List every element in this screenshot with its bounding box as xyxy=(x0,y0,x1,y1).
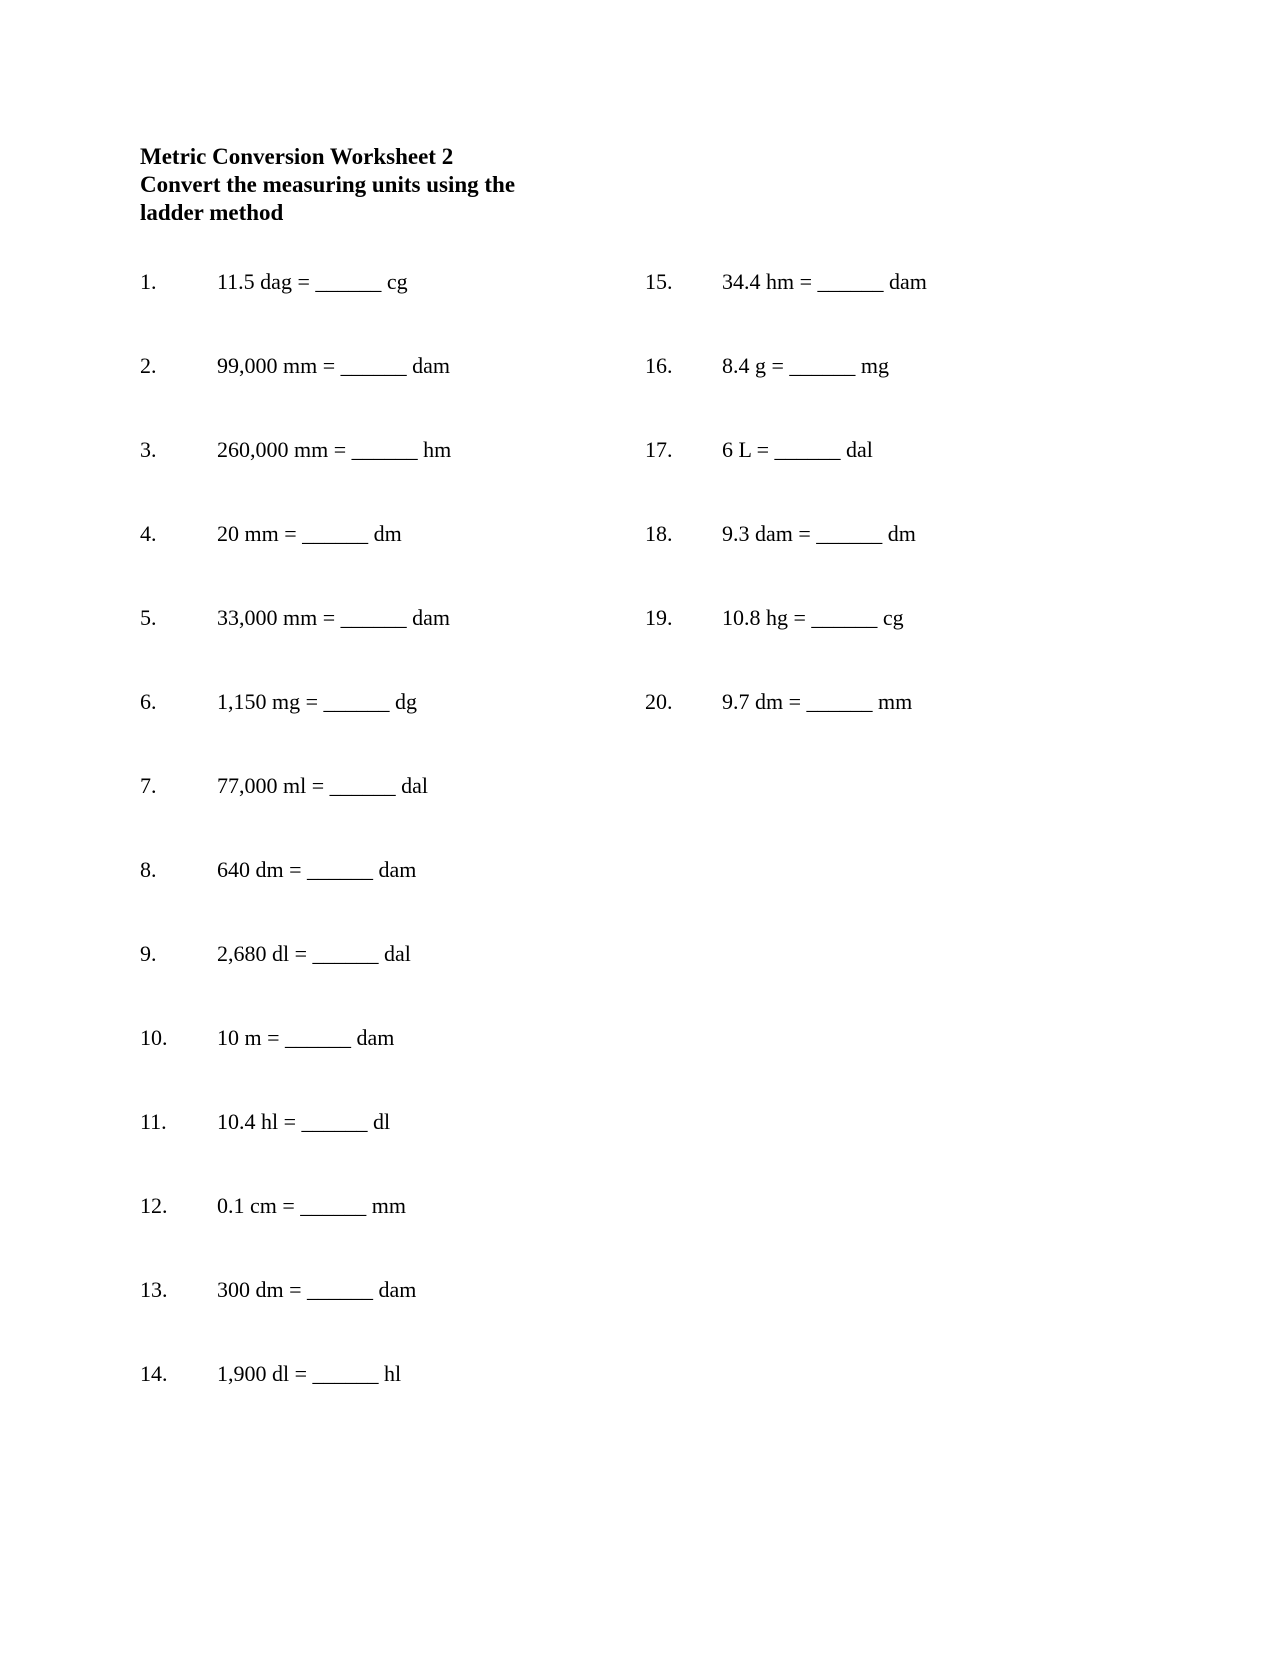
problem-text: 260,000 mm = ______ hm xyxy=(217,437,452,463)
problem-text: 6 L = ______ dal xyxy=(722,437,873,463)
problem-number: 19. xyxy=(645,605,673,631)
problem-text: 9.3 dam = ______ dm xyxy=(722,521,916,547)
problem-number: 11. xyxy=(140,1109,167,1135)
problem-number: 7. xyxy=(140,773,157,799)
problem-text: 10 m = ______ dam xyxy=(217,1025,395,1051)
problem-number: 4. xyxy=(140,521,157,547)
page-subtitle-line-2: ladder method xyxy=(140,200,284,226)
problems-column-left xyxy=(140,269,645,1445)
worksheet-header xyxy=(140,143,600,227)
problem-row xyxy=(140,941,645,1025)
problem-text: 300 dm = ______ dam xyxy=(217,1277,417,1303)
problem-row xyxy=(140,269,645,353)
problem-number: 2. xyxy=(140,353,157,379)
problems-column-right xyxy=(645,269,1205,1445)
problem-text: 1,150 mg = ______ dg xyxy=(217,689,418,715)
problem-number: 18. xyxy=(645,521,673,547)
problem-row xyxy=(140,605,645,689)
problem-text: 1,900 dl = ______ hl xyxy=(217,1361,402,1387)
problem-number: 16. xyxy=(645,353,673,379)
problem-row xyxy=(140,1109,645,1193)
problem-number: 10. xyxy=(140,1025,168,1051)
problem-number: 5. xyxy=(140,605,157,631)
page-title: Metric Conversion Worksheet 2 xyxy=(140,144,454,169)
problem-text: 33,000 mm = ______ dam xyxy=(217,605,451,631)
problem-text: 10.4 hl = ______ dl xyxy=(217,1109,391,1135)
problem-row xyxy=(140,1025,645,1109)
problem-text: 640 dm = ______ dam xyxy=(217,857,417,883)
problem-text: 8.4 g = ______ mg xyxy=(722,353,890,379)
problem-number: 17. xyxy=(645,437,673,463)
problem-text: 11.5 dag = ______ cg xyxy=(217,269,408,295)
problem-number: 6. xyxy=(140,689,157,715)
problem-row xyxy=(645,353,1205,437)
problem-text: 34.4 hm = ______ dam xyxy=(722,269,927,295)
problem-text: 10.8 hg = ______ cg xyxy=(722,605,904,631)
problem-number: 15. xyxy=(645,269,673,295)
problem-number: 1. xyxy=(140,269,157,295)
problem-row xyxy=(140,437,645,521)
problem-row xyxy=(645,437,1205,521)
problem-number: 9. xyxy=(140,941,157,967)
problem-row xyxy=(140,1193,645,1277)
problem-row xyxy=(140,1277,645,1361)
problem-row xyxy=(140,857,645,941)
problems-section xyxy=(140,269,1200,1445)
problem-number: 3. xyxy=(140,437,157,463)
problem-text: 99,000 mm = ______ dam xyxy=(217,353,451,379)
problem-row xyxy=(140,1361,645,1445)
problem-row xyxy=(140,353,645,437)
problem-text: 77,000 ml = ______ dal xyxy=(217,773,429,799)
problem-text: 2,680 dl = ______ dal xyxy=(217,941,411,967)
problem-text: 9.7 dm = ______ mm xyxy=(722,689,913,715)
problem-row xyxy=(140,689,645,773)
problem-number: 13. xyxy=(140,1277,168,1303)
problem-number: 12. xyxy=(140,1193,168,1219)
problem-row xyxy=(645,689,1205,773)
problem-row xyxy=(140,773,645,857)
problem-row xyxy=(645,605,1205,689)
problem-row xyxy=(645,521,1205,605)
problem-row xyxy=(140,521,645,605)
page-subtitle-line-1: Convert the measuring units using the xyxy=(140,172,516,198)
problem-text: 20 mm = ______ dm xyxy=(217,521,402,547)
problem-number: 20. xyxy=(645,689,673,715)
problem-number: 8. xyxy=(140,857,157,883)
problem-number: 14. xyxy=(140,1361,168,1387)
problem-row xyxy=(645,269,1205,353)
problem-text: 0.1 cm = ______ mm xyxy=(217,1193,407,1219)
